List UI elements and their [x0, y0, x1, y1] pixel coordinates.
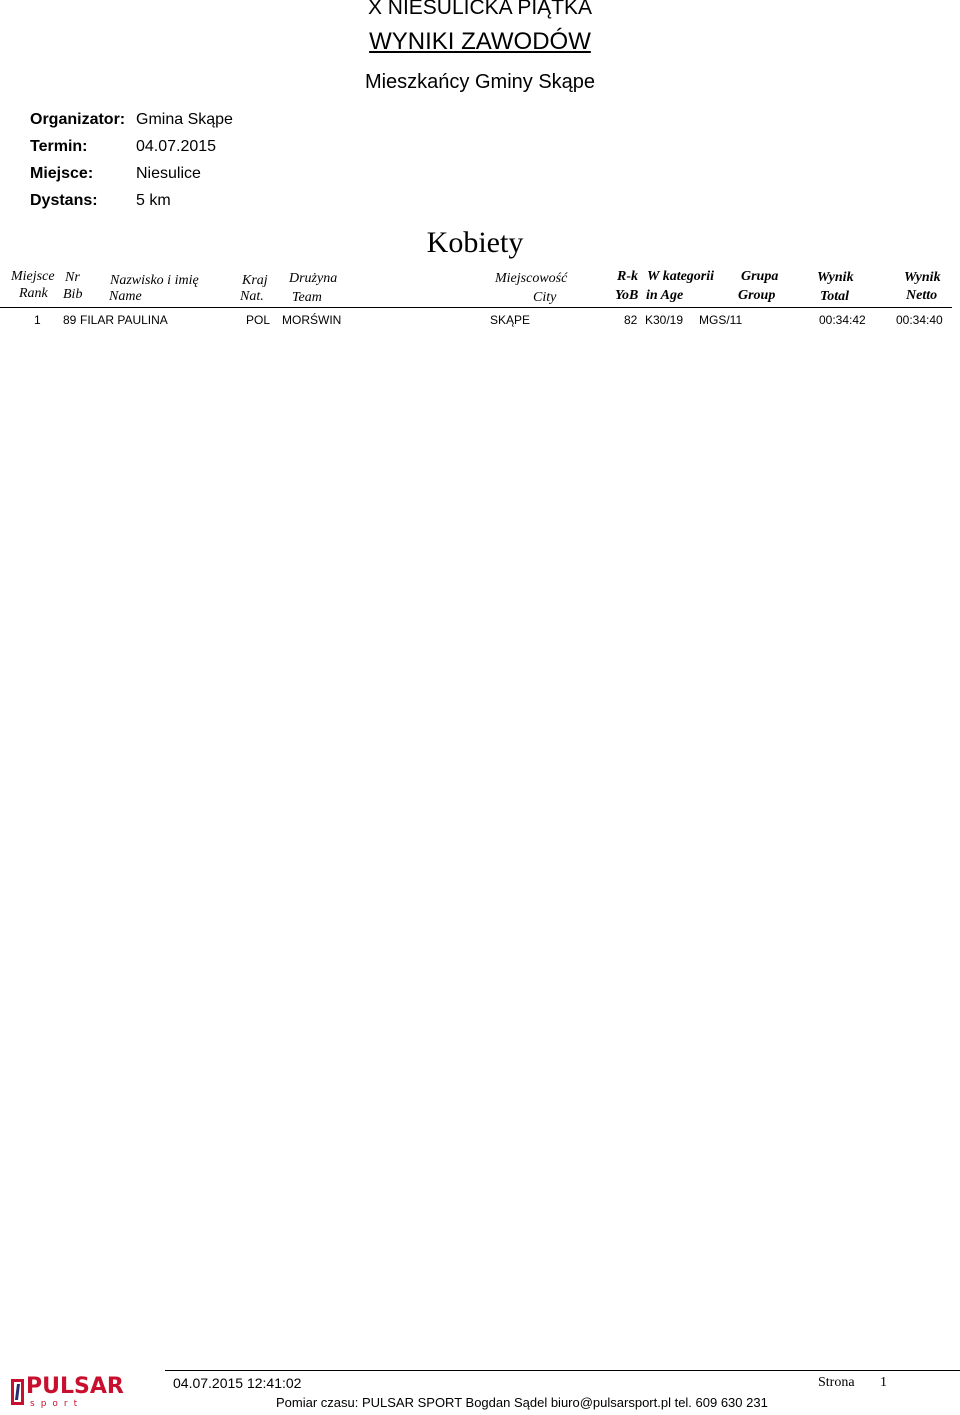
col-netto-pl: Wynik [904, 270, 941, 285]
cell-name: FILAR PAULINA [80, 313, 168, 327]
col-total-pl: Wynik [817, 270, 854, 285]
print-datetime: 04.07.2015 12:41:02 [173, 1375, 302, 1391]
col-total-en: Total [820, 289, 850, 304]
col-bib-pl: Nr [65, 270, 80, 285]
date-value: 04.07.2015 [136, 138, 217, 155]
col-team-en: Team [292, 290, 322, 305]
col-yob-en: YoB [615, 288, 639, 303]
logo-subtext: sport [30, 1399, 84, 1409]
timing-credit: Pomiar czasu: PULSAR SPORT Bogdan Sądel biuro@pulsarsport.pl tel. 609 630 231 [276, 1395, 768, 1410]
footer-divider [165, 1370, 960, 1371]
distance-label: Dystans: [30, 192, 98, 209]
cell-nat: POL [246, 313, 271, 327]
col-rank-pl: Miejsce [11, 269, 55, 284]
place-label: Miejsce: [30, 165, 94, 182]
place-value: Niesulice [136, 165, 201, 182]
cell-age: K30/19 [645, 313, 684, 327]
col-age-en: in Age [646, 288, 684, 303]
date-label: Termin: [30, 138, 88, 155]
col-yob-pl: R-k [617, 269, 638, 284]
col-name-pl: Nazwisko i imię [110, 273, 199, 288]
col-netto-en: Netto [906, 288, 938, 303]
col-age-pl: W kategorii [647, 269, 715, 284]
page-label: Strona [818, 1375, 855, 1390]
results-subtitle: Mieszkańcy Gminy Skąpe [364, 71, 596, 93]
page-number: 1 [880, 1375, 887, 1390]
col-name-en: Name [109, 289, 142, 304]
cell-yob: 82 [624, 313, 638, 327]
event-title: X NIESULICKA PIĄTKA [367, 0, 593, 19]
cell-team: MORŚWIN [282, 313, 342, 327]
cell-rank: 1 [34, 313, 41, 327]
col-group-en: Group [738, 288, 776, 303]
logo-wordmark: PULSAR [26, 1374, 124, 1399]
col-rank-en: Rank [19, 286, 48, 301]
results-title: WYNIKI ZAWODÓW [369, 28, 591, 55]
distance-value: 5 km [136, 192, 171, 209]
col-group-pl: Grupa [741, 269, 779, 284]
organizer-label: Organizator: [30, 111, 126, 128]
category-heading: Kobiety [426, 226, 524, 259]
col-city-pl: Miejscowość [495, 271, 568, 286]
col-nat-pl: Kraj [242, 273, 268, 288]
col-city-en: City [533, 290, 557, 305]
header-divider [0, 307, 952, 308]
cell-bib: 89 [63, 313, 77, 327]
cell-total: 00:34:42 [819, 313, 866, 327]
col-bib-en: Bib [63, 287, 83, 302]
cell-city: SKĄPE [490, 313, 531, 327]
cell-group: MGS/11 [699, 313, 743, 327]
cell-netto: 00:34:40 [896, 313, 943, 327]
organizer-value: Gmina Skąpe [136, 111, 233, 128]
col-team-pl: Drużyna [289, 271, 338, 286]
col-nat-en: Nat. [240, 289, 264, 304]
